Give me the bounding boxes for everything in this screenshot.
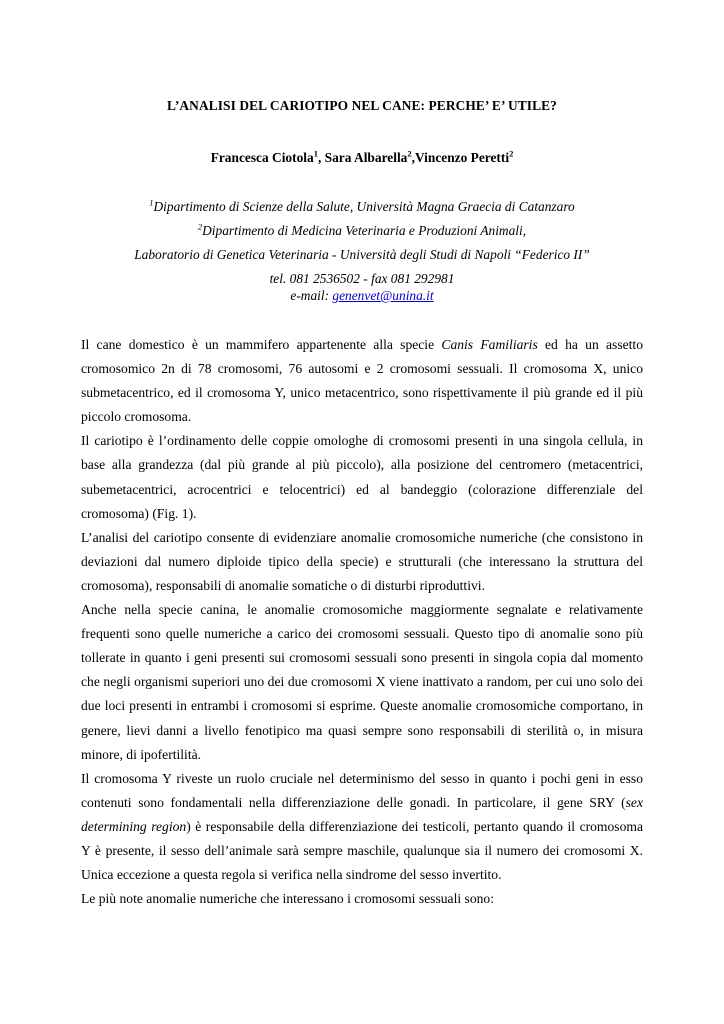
email-link[interactable]: genenvet@unina.it (332, 288, 434, 303)
document-title: L’ANALISI DEL CARIOTIPO NEL CANE: PERCHE’ E’ UTILE? (167, 98, 557, 113)
affiliation-1 (0, 199, 724, 215)
document-body (81, 333, 643, 911)
affiliation-mark: 1 (149, 197, 154, 208)
paragraph (81, 333, 643, 429)
author-separator: , (317, 150, 325, 165)
author-affiliation-mark: 1 (313, 148, 318, 159)
affiliation-lab: Laboratorio di Genetica Veterinaria - Università degli Studi di Napoli “Federico II” (134, 247, 590, 262)
paragraph: L’analisi del cariotipo consente di evidenziare anomalie cromosomiche numeriche (che consistono in deviazioni dal numero diploide tipico della specie) e strutturali (che interessano la struttura del cromosoma), responsabili di anomalie somatiche o di disturbi riproduttivi. (81, 529, 643, 593)
author-list (0, 150, 724, 166)
author-affiliation-mark: 2 (509, 148, 514, 159)
affiliation-mark: 2 (197, 221, 203, 232)
affiliation-text: Dipartimento di Medicina Veterinaria e Produzioni Animali, (202, 223, 527, 238)
affiliation-text: Dipartimento di Scienze della Salute, Università Magna Graecia di Catanzaro (153, 199, 575, 214)
author-affiliation-mark: 2 (407, 148, 412, 159)
species-name: Canis Familiaris (441, 337, 538, 352)
author-name: Sara Albarella (324, 150, 408, 165)
paragraph-text: Il cromosoma Y riveste un ruolo cruciale nel determinismo del sesso in quanto i pochi geni in esso contenuti sono fondamentali nella differenziazione delle gonadi. In particolare, il gene SRY ( (81, 770, 643, 810)
paragraph: Le più note anomalie numeriche che interessano i cromosomi sessuali sono: (81, 891, 494, 907)
paragraph-text: Il cane domestico è un mammifero appartenente alla specie (81, 337, 442, 352)
italic-term: sex determining region (81, 794, 643, 834)
contact-email (0, 288, 724, 304)
author-separator: , (411, 150, 415, 165)
paragraph (81, 767, 643, 887)
contact-phone: tel. 081 2536502 - fax 081 292981 (269, 271, 455, 286)
author-name: Francesca Ciotola (210, 150, 314, 165)
author-name: Vincenzo Peretti (414, 150, 510, 165)
paragraph-text: ) è responsabile della differenziazione dei testicoli, pertanto quando il cromosoma Y è presente, il sesso dell’animale sarà sempre maschile, qualunque sia il numero dei cromosomi X. Unica eccezione a questa regola si verifica nella sindrome del sesso invertito. (81, 818, 643, 883)
paragraph: Anche nella specie canina, le anomalie cromosomiche maggiormente segnalate e relativamente frequenti sono quelle numeriche a carico dei cromosomi sessuali. Questo tipo di anomalie sono più tollerate in quanto i geni presenti sui cromosomi sessuali sono presenti in singola copia dal momento che negli organismi superiori uno dei due cromosomi X viene inattivato a random, per cui uno solo dei due loci presenti in entrambi i cromosomi si esprime. Queste anomalie cromosomiche comportano, in genere, lievi danni a livello fenotipico ma quasi sempre sono responsabili di sterilità o, in misura minore, di ipofertilità. (81, 602, 643, 762)
paragraph-text: ed ha un assetto cromosomico 2n di 78 cromosomi, 76 autosomi e 2 cromosomi sessuali. Il cromosoma X, unico submetacentrico, ed il cromosoma Y, unico metacentrico, sono rispettivamente il più grande ed il più piccolo cromosoma. (81, 337, 644, 425)
affiliation-2 (0, 223, 724, 239)
email-label: e-mail: (290, 288, 333, 303)
paragraph: Il cariotipo è l’ordinamento delle coppie omologhe di cromosomi presenti in una singola cellula, in base alla grandezza (dal più grande al più piccolo), alla posizione del centromero (metacentrici, subemetacentrici, acrocentrici e telocentrici) ed al bandeggio (colorazione differenziale del cromosoma) (Fig. 1). (81, 433, 643, 521)
